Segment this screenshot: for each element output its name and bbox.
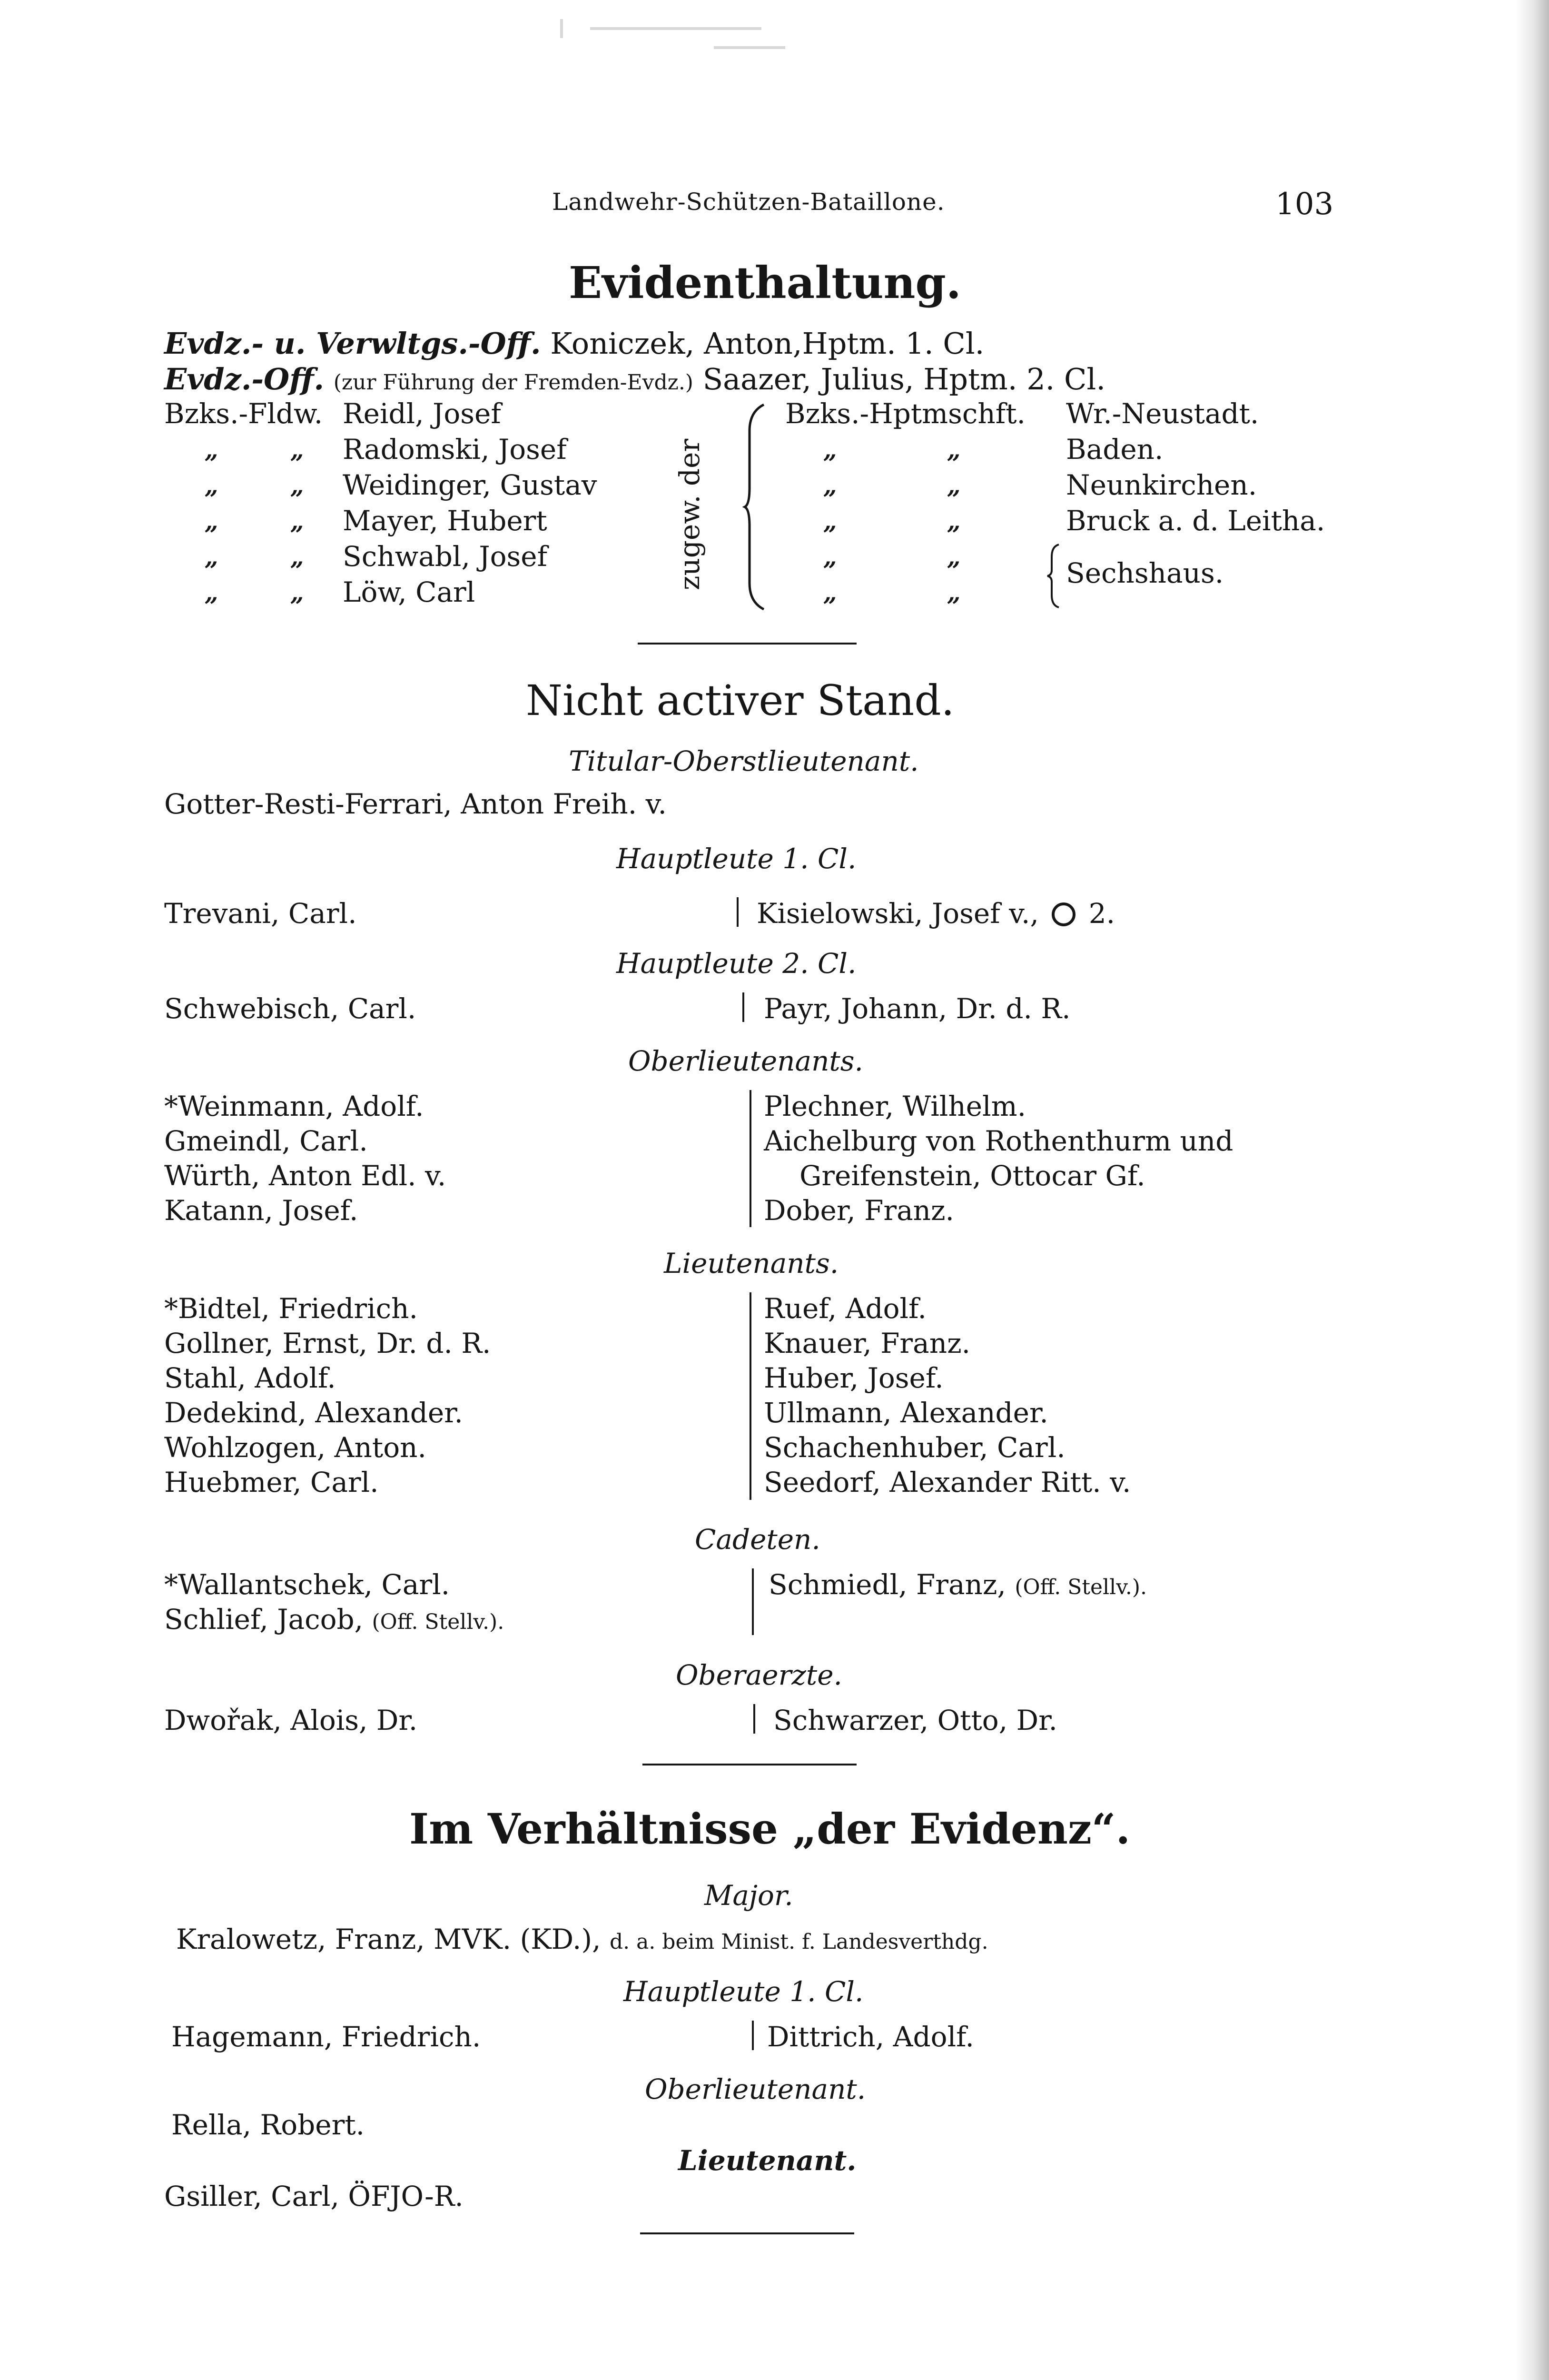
- column-divider: [752, 2021, 754, 2050]
- running-head: Landwehr-Schützen-Bataillone.: [552, 188, 945, 216]
- officer-name: Huebmer, Carl.: [164, 1466, 379, 1498]
- ditto-mark: „: [205, 578, 218, 606]
- page-edge-shadow: [1516, 0, 1549, 2380]
- ditto-mark: „: [823, 507, 837, 535]
- fldw-name: Schwabl, Josef: [343, 540, 548, 573]
- section-title-evidenz: Im Verhältnisse „der Evidenz“.: [409, 1804, 1131, 1854]
- ditto-mark: „: [205, 436, 218, 464]
- column-divider: [750, 1090, 751, 1227]
- officer-name: *Weinmann, Adolf.: [164, 1090, 424, 1122]
- section-title-nicht-activer-stand: Nicht activer Stand.: [526, 676, 955, 725]
- officer-name: Schwebisch, Carl.: [164, 992, 416, 1025]
- small-brace-icon: [1045, 543, 1064, 609]
- bzks-hptmschft-header: Bzks.-Hptmschft.: [785, 397, 1026, 430]
- column-divider: [742, 992, 744, 1022]
- rotated-label-zugew-der: zugew. der: [673, 438, 706, 590]
- ditto-mark: „: [823, 436, 837, 464]
- section-divider: [638, 643, 857, 645]
- officer-name: Schwarzer, Otto, Dr.: [773, 1704, 1057, 1736]
- evdz-verwltgs-label: Evdz.- u. Verwltgs.-Off.: [164, 326, 541, 361]
- officer-name: Greifenstein, Ottocar Gf.: [799, 1160, 1145, 1192]
- officer-name: Payr, Johann, Dr. d. R.: [764, 992, 1071, 1025]
- rank-label: Titular-Oberstlieutenant.: [569, 745, 919, 777]
- ditto-mark: „: [290, 507, 304, 535]
- ditto-mark: „: [290, 578, 304, 606]
- ditto-mark: „: [290, 543, 304, 571]
- officer-name-text: Kralowetz, Franz, MVK. (KD.),: [176, 1923, 601, 1955]
- officer-name: Plechner, Wilhelm.: [764, 1090, 1026, 1122]
- column-divider: [752, 1568, 754, 1635]
- rank-label: Major.: [704, 1879, 793, 1912]
- officer-name: *Bidtel, Friedrich.: [164, 1292, 418, 1325]
- evdz-off-note: (zur Führung der Fremden-Evdz.): [333, 370, 693, 395]
- officer-name: Seedorf, Alexander Ritt. v.: [764, 1466, 1131, 1498]
- officer-name-note: d. a. beim Minist. f. Landesverthdg.: [609, 1930, 988, 1954]
- fldw-name: Reidl, Josef: [343, 397, 501, 430]
- rank-label: Hauptleute 1. Cl.: [616, 843, 857, 875]
- section-divider: [642, 1764, 857, 1765]
- ditto-mark: „: [947, 471, 961, 499]
- officer-name: Dober, Franz.: [764, 1194, 954, 1227]
- officer-name: Ruef, Adolf.: [764, 1292, 927, 1325]
- ditto-mark: „: [823, 471, 837, 499]
- rank-label: Cadeten.: [695, 1523, 820, 1556]
- column-divider: [753, 1704, 755, 1734]
- officer-name: Schachenhuber, Carl.: [764, 1431, 1066, 1464]
- officer-name: [757, 897, 1115, 930]
- evdz-off-line: [164, 362, 1105, 397]
- ditto-mark: „: [947, 436, 961, 464]
- section-divider: [640, 2232, 854, 2234]
- rank-label: Lieutenant.: [678, 2144, 857, 2177]
- officer-name: Dedekind, Alexander.: [164, 1397, 463, 1429]
- page-number: 103: [1275, 187, 1334, 222]
- ditto-mark: „: [205, 543, 218, 571]
- ditto-mark: „: [947, 578, 961, 606]
- place-name: Wr.-Neustadt.: [1066, 397, 1259, 430]
- rank-label: Hauptleute 2. Cl.: [616, 947, 857, 980]
- place-name: Neunkirchen.: [1066, 469, 1257, 501]
- officer-name-note: (Off. Stellv.).: [372, 1610, 504, 1634]
- officer-name-note: (Off. Stellv.).: [1015, 1575, 1147, 1599]
- column-divider: [750, 1292, 751, 1500]
- officer-name: Gotter-Resti-Ferrari, Anton Freih. v.: [164, 788, 667, 820]
- rank-label: Oberlieutenants.: [628, 1045, 863, 1077]
- ditto-mark: „: [947, 507, 961, 535]
- ditto-mark: „: [823, 578, 837, 606]
- officer-name-suffix: 2.: [1088, 897, 1115, 930]
- officer-name-text: Schmiedl, Franz,: [769, 1568, 1006, 1601]
- officer-name: Aichelburg von Rothenthurm und: [764, 1125, 1233, 1157]
- officer-name: Wohlzogen, Anton.: [164, 1431, 426, 1464]
- officer-name: Huber, Josef.: [764, 1362, 944, 1394]
- officer-name-text: Kisielowski, Josef v.,: [757, 897, 1039, 930]
- officer-name-text: Schlief, Jacob,: [164, 1603, 364, 1636]
- officer-name: Würth, Anton Edl. v.: [164, 1160, 446, 1192]
- evdz-off-label: Evdz.-Off.: [164, 362, 325, 397]
- place-name: Bruck a. d. Leitha.: [1066, 505, 1325, 537]
- fldw-name: Radomski, Josef: [343, 433, 567, 466]
- officer-name: [769, 1568, 1147, 1601]
- rank-label: Lieutenants.: [664, 1247, 839, 1279]
- officer-name: [176, 1923, 988, 1955]
- officer-name: Ullmann, Alexander.: [764, 1397, 1048, 1429]
- bzks-fldw-header: Bzks.-Fldw.: [164, 397, 323, 430]
- evdz-off-name: Saazer, Julius, Hptm. 2. Cl.: [702, 362, 1106, 397]
- officer-name: Hagemann, Friedrich.: [171, 2021, 481, 2053]
- fldw-name: Mayer, Hubert: [343, 505, 547, 537]
- scan-artifacts: [0, 0, 1549, 109]
- officer-name: *Wallantschek, Carl.: [164, 1568, 450, 1601]
- brace-icon: [742, 402, 771, 612]
- place-name: Baden.: [1066, 433, 1164, 466]
- officer-name: Gmeindl, Carl.: [164, 1125, 368, 1157]
- fldw-name: Weidinger, Gustav: [343, 469, 597, 501]
- ditto-mark: „: [205, 507, 218, 535]
- ditto-mark: „: [290, 471, 304, 499]
- fldw-name: Löw, Carl: [343, 576, 475, 608]
- ditto-mark: „: [205, 471, 218, 499]
- ditto-mark: „: [823, 543, 837, 571]
- officer-name: Rella, Robert.: [171, 2109, 365, 2141]
- column-divider: [737, 897, 739, 927]
- officer-name: Gollner, Ernst, Dr. d. R.: [164, 1327, 491, 1359]
- officer-name: Knauer, Franz.: [764, 1327, 971, 1359]
- officer-name: Katann, Josef.: [164, 1194, 358, 1227]
- decoration-circle-icon: [1050, 901, 1077, 928]
- officer-name: Gsiller, Carl, ÖFJO-R.: [164, 2180, 464, 2212]
- section-title-evidenthaltung: Evidenthaltung.: [569, 257, 961, 308]
- ditto-mark: „: [947, 543, 961, 571]
- officer-name: Trevani, Carl.: [164, 897, 357, 930]
- officer-name: [164, 1603, 504, 1636]
- ditto-mark: „: [290, 436, 304, 464]
- officer-name: Dwořak, Alois, Dr.: [164, 1704, 418, 1736]
- evdz-verwltgs-name: Koniczek, Anton,Hptm. 1. Cl.: [550, 326, 985, 361]
- rank-label: Oberaerzte.: [676, 1659, 842, 1691]
- evdz-verwltgs-line: [164, 326, 984, 361]
- officer-name: Stahl, Adolf.: [164, 1362, 336, 1394]
- place-name: Sechshaus.: [1066, 557, 1224, 589]
- officer-name: Dittrich, Adolf.: [767, 2021, 974, 2053]
- rank-label: Oberlieutenant.: [645, 2073, 866, 2105]
- rank-label: Hauptleute 1. Cl.: [623, 1975, 864, 2008]
